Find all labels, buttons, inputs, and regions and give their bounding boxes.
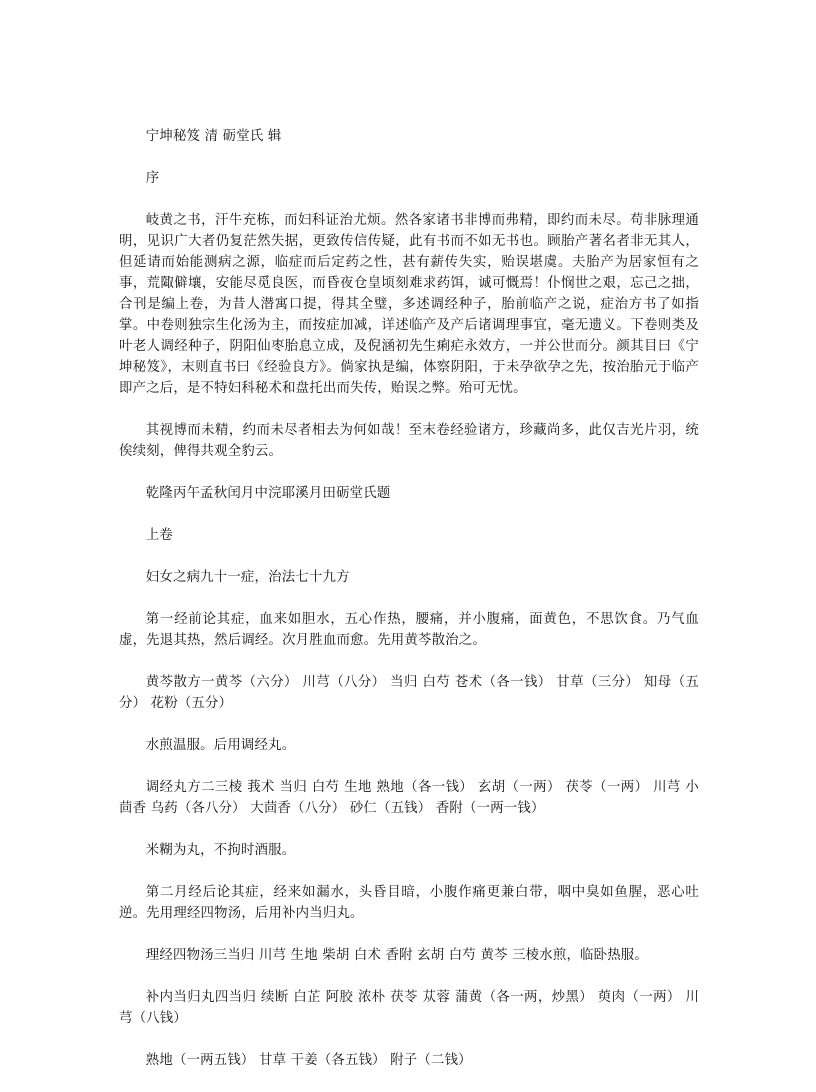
prescription-paragraph: 补内当归丸四当归 续断 白芷 阿胶 浓朴 茯苓 苁蓉 蒲黄（各一两，炒黑） 萸肉（一两） 川芎（八钱） xyxy=(119,990,699,1026)
document-body xyxy=(119,126,699,1092)
preface-paragraph: 岐黄之书，汗牛充栋，而妇科证治尤烦。然各家诸书非博而弗精，即约而未尽。苟非脉理通明，见识广大者仍复茫然失据，更致传信传疑，此有书而不如无书也。顾胎产著名者非无其人，但延请而始能测病之源，临症而后定药之性，甚有薪传失实，贻误堪虞。夫胎产为居家恒有之事，荒陬僻壤，安能尽觅良医，而昏夜仓皇顷刻难求药饵，诚可慨焉！仆悯世之艰，忘己之拙，合刊是编上卷，为昔人潜寓口提，得其全璧，多述调经种子，胎前临产之说，症治方书了如指掌。中卷则独宗生化汤为主，而按症加减，详述临产及产后诸调理事宜，毫无遗义。下卷则类及叶老人调经种子，阴阳仙枣胎息立成，及倪涵初先生痢疟永效方，一并公世而分。颜其目曰《宁坤秘笈》，末则直书曰《经验良方》。倘家执是编，体察阴阳，于未孕欲孕之先，按治胎元于临产即产之后，是不特妇科秘术和盘托出而失传，贻误之弊。殆可无忧。 xyxy=(119,213,699,396)
body-paragraph: 水煎温服。后用调经丸。 xyxy=(145,738,296,753)
volume-heading: 上卷 xyxy=(145,528,173,543)
preface-heading: 序 xyxy=(145,171,160,186)
preface-paragraph: 其视博而未精，约而未尽者相去为何如哉！至末卷经验诸方，珍藏尚多，此仅吉光片羽，统俟续刻，俾得共观全豹云。 xyxy=(119,423,699,459)
prescription-paragraph: 调经丸方二三棱 莪术 当归 白芍 生地 熟地（各一钱） 玄胡（一两） 茯苓（一两） 川芎 小茴香 乌药（各八分） 大茴香（八分） 砂仁（五钱） 香附（一两一钱） xyxy=(119,780,699,816)
body-paragraph: 米糊为丸，不拘时酒服。 xyxy=(145,843,296,858)
prescription-paragraph: 黄芩散方一黄芩（六分） 川芎（八分） 当归 白芍 苍术（各一钱） 甘草（三分） 知母（五分） 花粉（五分） xyxy=(119,675,699,711)
body-paragraph: 第二月经后论其症，经来如漏水，头昏目暗，小腹作痛更兼白带，咽中臭如鱼腥，恶心吐逆。先用理经四物汤，后用补内当归丸。 xyxy=(119,885,699,921)
preface-signature: 乾隆丙午孟秋闰月中浣耶溪月田砺堂氏题 xyxy=(145,486,391,501)
book-title: 宁坤秘笈 清 砺堂氏 辑 xyxy=(145,129,282,144)
prescription-paragraph: 理经四物汤三当归 川芎 生地 柴胡 白术 香附 玄胡 白芍 黄芩 三棱水煎，临卧热服。 xyxy=(145,948,648,963)
prescription-paragraph: 熟地（一两五钱） 甘草 干姜（各五钱） 附子（二钱） xyxy=(145,1053,472,1068)
section-summary: 妇女之病九十一症，治法七十九方 xyxy=(145,570,350,585)
body-paragraph: 第一经前论其症，血来如胆水，五心作热，腰痛，并小腹痛，面黄色，不思饮食。乃气血虚，先退其热，然后调经。次月胜血而愈。先用黄芩散治之。 xyxy=(119,612,699,648)
